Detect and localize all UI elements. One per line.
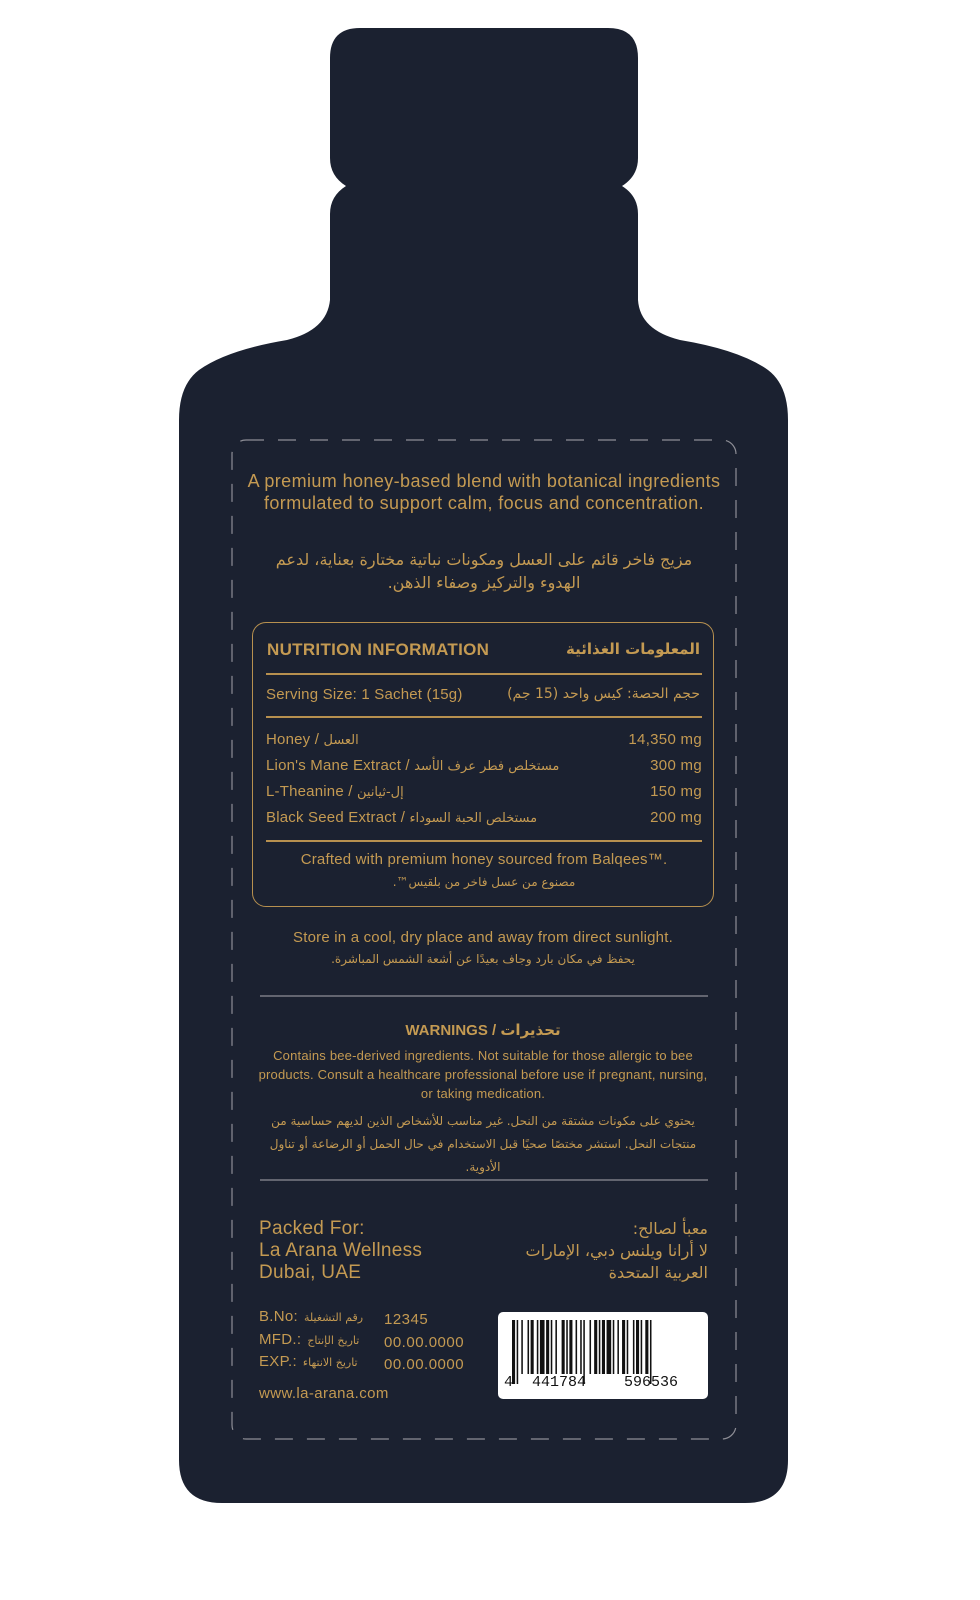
- ingredient-row: [266, 757, 702, 779]
- mfd-date-value: 00.00.0000: [384, 1334, 465, 1351]
- barcode-bar: [566, 1320, 568, 1374]
- warnings-english: Contains bee-derived ingredients. Not suitable for those allergic to bee products. Consult a healthcare professional before use if pregnant, nursing, or taking medication.: [258, 1048, 708, 1101]
- warnings-arabic: يحتوي على مكونات مشتقة من النحل. غير مناسب للأشخاص الذين لديهم حساسية من منتجات النحل. استشر مختصًا صحيًا قبل الاستخدام في حال الحمل أو الرضاعة أو تناول الأدوية.: [269, 1114, 697, 1174]
- batch-number-label: B.No: رقم التشغيلة: [259, 1308, 364, 1325]
- barcode-bar: [562, 1320, 565, 1374]
- ingredient-name: Lion's Mane Extract / مستخلص فطر عرف الأسد: [266, 757, 560, 774]
- barcode-bar: [569, 1320, 572, 1374]
- ingredient-amount: 150 mg: [650, 783, 702, 800]
- barcode-bar: [528, 1320, 530, 1374]
- packed-for-arabic: معبأ لصالح: لا أرانا ويلنس دبي، الإمارات العربية المتحدة: [525, 1219, 708, 1282]
- barcode-digits-left: 441784: [532, 1374, 587, 1391]
- ingredient-row: [266, 731, 702, 753]
- barcode: [498, 1312, 708, 1399]
- ingredient-name: Honey / العسل: [266, 731, 359, 748]
- exp-date-value: 00.00.0000: [384, 1356, 465, 1373]
- barcode-bar: [607, 1320, 612, 1374]
- barcode-digits-right: 596536: [624, 1374, 679, 1391]
- storage-arabic: يحفظ في مكان بارد وجاف بعيدًا عن أشعة الشمس المباشرة.: [331, 952, 635, 966]
- barcode-bar: [576, 1320, 578, 1374]
- barcode-bar: [594, 1320, 597, 1374]
- intro-arabic: مزيج فاخر قائم على العسل ومكونات نباتية مختارة بعناية، لدعم الهدوء والتركيز وصفاء الذهن.: [275, 550, 693, 592]
- ingredient-row: [266, 809, 702, 831]
- serving-size-arabic: حجم الحصة: كيس واحد (15 جم): [507, 686, 700, 702]
- ingredient-name: Black Seed Extract / مستخلص الحبة السوداء: [266, 809, 538, 826]
- storage-english: Store in a cool, dry place and away from direct sunlight.: [293, 929, 673, 946]
- nutrition-rule-2: [266, 716, 702, 718]
- barcode-bar: [517, 1320, 519, 1384]
- barcode-bar: [551, 1320, 553, 1374]
- barcode-bar: [531, 1320, 534, 1374]
- serving-size-english: Serving Size: 1 Sachet (15g): [266, 686, 463, 703]
- barcode-bar: [627, 1320, 629, 1374]
- nutrition-title-arabic: المعلومات الغذائية: [566, 640, 700, 658]
- exp-date-label: EXP.: تاريخ الانتهاء: [259, 1353, 358, 1370]
- nutrition-rule-3: [266, 840, 702, 842]
- ingredient-row: [266, 783, 702, 805]
- barcode-bar: [599, 1320, 601, 1374]
- ingredient-amount: 300 mg: [650, 757, 702, 774]
- barcode-bar: [617, 1320, 619, 1374]
- nutrition-title-english: NUTRITION INFORMATION: [267, 640, 490, 659]
- barcode-bar: [636, 1320, 639, 1374]
- barcode-bar: [645, 1320, 648, 1374]
- barcode-bar: [622, 1320, 625, 1374]
- ingredient-name: L-Theanine / إل-ثيانين: [266, 783, 404, 800]
- crafted-note-arabic: مصنوع من عسل فاخر من بلقيس™.: [392, 875, 576, 889]
- barcode-bar: [546, 1320, 549, 1374]
- crafted-note-english: Crafted with premium honey sourced from Balqees™.: [300, 851, 668, 868]
- barcode-bar: [590, 1320, 592, 1374]
- barcode-bar: [641, 1320, 643, 1374]
- barcode-bar: [540, 1320, 545, 1374]
- barcode-bar: [555, 1320, 557, 1374]
- packed-for-english: Packed For: La Arana Wellness Dubai, UAE: [259, 1218, 423, 1283]
- barcode-digit-first: 4: [504, 1374, 514, 1391]
- website-link[interactable]: www.la-arana.com: [259, 1385, 389, 1402]
- barcode-bar: [613, 1320, 615, 1374]
- barcode-bar: [633, 1320, 635, 1374]
- mfd-date-label: MFD.: تاريخ الإنتاج: [259, 1331, 360, 1348]
- warnings-title: WARNINGS / تحذيرات: [405, 1021, 561, 1039]
- nutrition-rule-1: [266, 673, 702, 675]
- barcode-bar: [580, 1320, 582, 1374]
- ingredient-amount: 14,350 mg: [628, 731, 702, 748]
- ingredient-amount: 200 mg: [650, 809, 702, 826]
- batch-number-value: 12345: [384, 1311, 429, 1328]
- intro-english: A premium honey-based blend with botanical ingredients formulated to support calm, focus and concentration.: [247, 471, 721, 513]
- barcode-bar: [521, 1320, 523, 1374]
- barcode-bar: [537, 1320, 539, 1374]
- barcode-bar: [602, 1320, 605, 1374]
